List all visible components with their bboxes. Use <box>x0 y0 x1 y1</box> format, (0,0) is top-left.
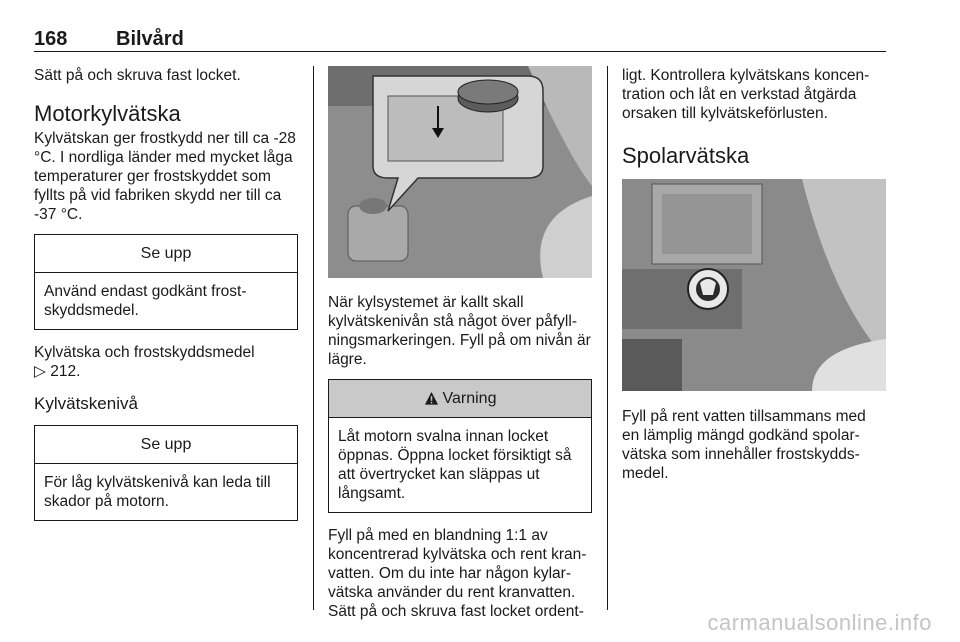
watermark: carmanualsonline.info <box>707 610 932 635</box>
section-title-washer: Spolarvätska <box>622 143 750 168</box>
page-header <box>34 28 886 52</box>
level-text: När kylsystemet är kallt skall kylvätskenivån stå något över påfyllningsmarkeringen. Fyll på om nivån är lägre. <box>328 294 591 368</box>
column-divider <box>313 66 314 610</box>
caution-body: För låg kylvätskenivå kan leda till skador på motorn. <box>44 474 271 510</box>
caution-title: Se upp <box>35 235 297 273</box>
column-1 <box>34 66 298 521</box>
page-ref-number: 212. <box>50 363 81 380</box>
chapter-title: Bilvård <box>116 28 184 50</box>
caution-body: Använd endast godkänt frostskyddsmedel. <box>44 283 247 319</box>
caution-box-level <box>34 425 298 521</box>
coolant-body: Kylvätskan ger frostkydd ner till ca -28 °C. I nordliga länder med mycket låga temperaturer ger frostskyddet som fyllts på vid fabriken skydd ner till ca -37 °C. <box>34 130 296 223</box>
page-number: 168 <box>34 28 68 50</box>
continued-text: ligt. Kontrollera kylvätskans koncentration och låt en verkstad åtgärda orsaken till kylvätskeförlusten. <box>622 67 870 122</box>
column-divider <box>607 66 608 610</box>
column-3 <box>622 66 886 483</box>
subsection-title-level: Kylvätskenivå <box>34 394 138 413</box>
warning-body: Låt motorn svalna innan locket öppnas. Öppna locket försiktigt så att övertrycket kan släppas ut långsamt. <box>338 428 572 502</box>
warning-triangle-icon <box>424 391 439 406</box>
warning-title-bar <box>329 380 591 418</box>
arrow-ref-icon: ▷ <box>34 363 51 380</box>
washer-text: Fyll på rent vatten tillsammans med en lämplig mängd godkänd spolarvätska som innehåller frostskyddsmedel. <box>622 408 866 482</box>
section-title-coolant: Motorkylvätska <box>34 101 181 126</box>
antifreeze-text: Kylvätska och frostskyddsmedel <box>34 344 255 361</box>
column-2 <box>328 66 592 621</box>
mix-text: Fyll på med en blandning 1:1 av koncentrerad kylvätska och rent kranvatten. Om du inte har någon kylarvätska använder du rent kranvatten. Sätt på och skruva fast locket ordent- <box>328 527 587 620</box>
washer-fluid-image <box>622 179 886 391</box>
page-ref[interactable] <box>34 363 80 380</box>
caution-title: Se upp <box>35 426 297 464</box>
warning-box <box>328 379 592 513</box>
warning-title: Varning <box>442 389 497 407</box>
antifreeze-ref <box>34 343 298 381</box>
coolant-reservoir-image <box>328 66 592 278</box>
intro-text: Sätt på och skruva fast locket. <box>34 67 241 84</box>
caution-box <box>34 234 298 330</box>
